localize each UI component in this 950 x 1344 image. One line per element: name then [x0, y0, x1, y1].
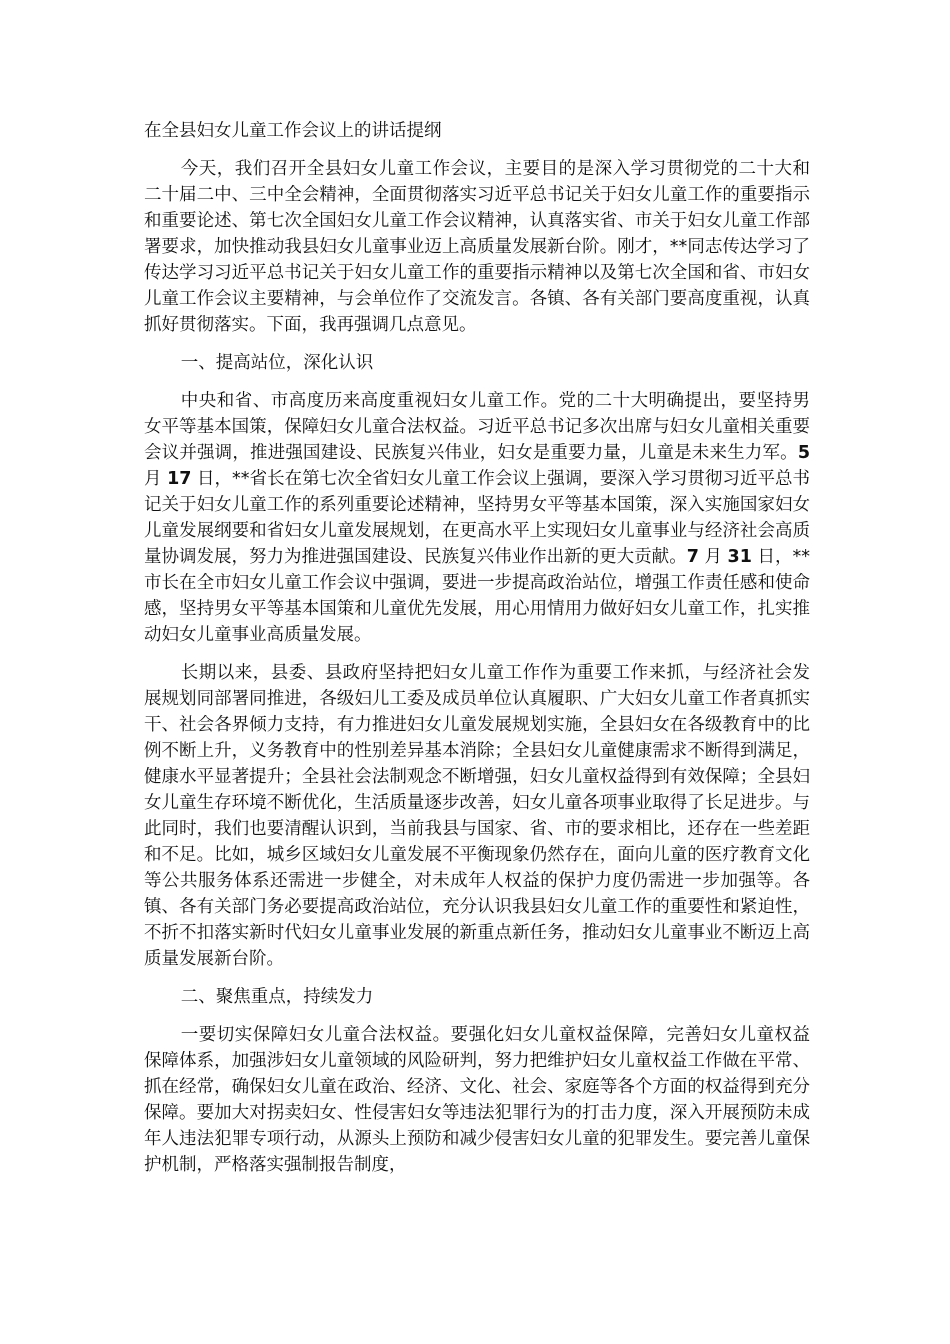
document-page: [144, 118, 810, 1190]
section-1-paragraph-1: [144, 388, 810, 648]
section-2-heading: 二、聚焦重点，持续发力: [180, 987, 374, 1007]
intro-paragraph: 今天，我们召开全县妇女儿童工作会议，主要目的是深入学习贯彻党的二十大和二十届二中、三中全会精神，全面贯彻落实习近平总书记关于妇女儿童工作的重要指示和重要论述、第七次全国妇女儿童工作会议精神，认真落实省、市关于妇女儿童工作部署要求，加快推动我县妇女儿童事业迈上高质量发展新台阶。刚才，**同志传达学习了传达学习习近平总书记关于妇女儿童工作的重要指示精神以及第七次全国和省、市妇女儿童工作会议主要精神，与会单位作了交流发言。各镇、各有关部门要高度重视，认真抓好贯彻落实。下面，我再强调几点意见。: [144, 159, 810, 335]
date-2-month-unit: 月: [698, 547, 728, 567]
date-2-month: 7: [686, 547, 699, 567]
date-1-month: 5: [797, 443, 810, 463]
section-1-p1-part3: 日，**市长在全市妇女儿童工作会议中强调，要进一步提高政治站位，增强工作责任感和使命感，坚持男女平等基本国策和儿童优先发展，用心用情用力做好妇女儿童工作，扎实推动妇女儿童事业高质量发展。: [144, 547, 810, 645]
section-1-paragraph-2: 长期以来，县委、县政府坚持把妇女儿童工作作为重要工作来抓，与经济社会发展规划同部署同推进，各级妇儿工委及成员单位认真履职、广大妇女儿童工作者真抓实干、社会各界倾力支持，有力推进妇女儿童发展规划实施，全县妇女在各级教育中的比例不断上升，义务教育中的性别差异基本消除；全县妇女儿童健康需求不断得到满足，健康水平显著提升；全县社会法制观念不断增强，妇女儿童权益得到有效保障；全县妇女儿童生存环境不断优化，生活质量逐步改善，妇女儿童各项事业取得了长足进步。与此同时，我们也要清醒认识到，当前我县与国家、省、市的要求相比，还存在一些差距和不足。比如，城乡区域妇女儿童发展不平衡现象仍然存在，面向儿童的医疗教育文化等公共服务体系还需进一步健全，对未成年人权益的保护力度仍需进一步加强等。各镇、各有关部门务必要提高政治站位，充分认识我县妇女儿童工作的重要性和紧迫性，不折不扣落实新时代妇女儿童事业发展的新重点新任务，推动妇女儿童事业不断迈上高质量发展新台阶。: [144, 663, 810, 969]
section-1-p1-part1: 中央和省、市高度历来高度重视妇女儿童工作。党的二十大明确提出，要坚持男女平等基本国策，保障妇女儿童合法权益。习近平总书记多次出席与妇女儿童相关重要会议并强调，推进强国建设、民族复兴伟业，妇女是重要力量，儿童是未来生力军。: [144, 391, 810, 463]
section-1-p1-part2: 日，**省长在第七次全省妇女儿童工作会议上强调，要深入学习贯彻习近平总书记关于妇女儿童工作的系列重要论述精神，坚持男女平等基本国策，深入实施国家妇女儿童发展纲要和省妇女儿童发展规划，在更高水平上实现妇女儿童事业与经济社会高质量协调发展，努力为推进强国建设、民族复兴伟业作出新的更大贡献。: [144, 469, 810, 567]
section-1-heading: 一、提高站位，深化认识: [180, 353, 374, 373]
date-1-month-unit: 月: [144, 469, 168, 489]
date-1-day: 17: [167, 469, 192, 489]
date-2-day: 31: [727, 547, 752, 567]
section-2-paragraph-1: 一要切实保障妇女儿童合法权益。要强化妇女儿童权益保障，完善妇女儿童权益保障体系，加强涉妇女儿童领域的风险研判，努力把维护妇女儿童权益工作做在平常、抓在经常，确保妇女儿童在政治、经济、文化、社会、家庭等各个方面的权益得到充分保障。要加大对拐卖妇女、性侵害妇女等违法犯罪行为的打击力度，深入开展预防未成年人违法犯罪专项行动，从源头上预防和减少侵害妇女儿童的犯罪发生。要完善儿童保护机制，严格落实强制报告制度，: [144, 1025, 810, 1175]
document-title: 在全县妇女儿童工作会议上的讲话提纲: [144, 121, 442, 141]
